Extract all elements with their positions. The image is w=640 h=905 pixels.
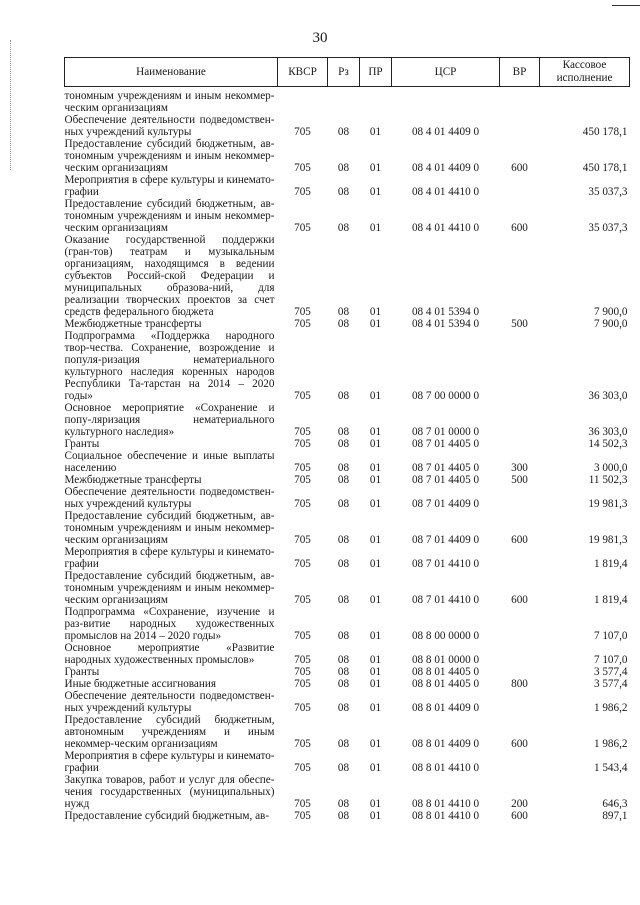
table-row xyxy=(65,198,630,234)
cell-pr: 01 xyxy=(369,702,382,714)
cell-name: Гранты xyxy=(64,438,100,450)
cell-amount: 450 178,1 xyxy=(582,126,628,138)
cell-csr: 08 7 01 4405 0 xyxy=(411,462,480,474)
cell-vr: 600 xyxy=(511,162,528,174)
cell-vr xyxy=(500,750,540,774)
cell-vr xyxy=(500,402,540,438)
cell-vr: 600 xyxy=(511,810,528,822)
cell-rz: 08 xyxy=(337,702,350,714)
cell-rz: 08 xyxy=(337,462,350,474)
cell-rz xyxy=(328,87,360,115)
cell-vr: 800 xyxy=(511,678,528,690)
cell-rz: 08 xyxy=(337,558,350,570)
cell-csr: 08 8 00 0000 0 xyxy=(411,630,480,642)
cell-kvsr: 705 xyxy=(294,474,311,486)
cell-vr xyxy=(500,606,540,642)
cell-name: Предоставление субсидий бюджетным, ав-тономным учреждениям и иным некоммер-ческим организациям xyxy=(64,198,275,234)
cell-pr: 01 xyxy=(369,438,382,450)
cell-name: Основное мероприятие «Развитие народных художественных промыслов» xyxy=(64,642,275,666)
cell-kvsr: 705 xyxy=(294,738,311,750)
cell-pr: 01 xyxy=(369,426,382,438)
cell-kvsr: 705 xyxy=(294,558,311,570)
cell-kvsr: 705 xyxy=(294,534,311,546)
cell-kvsr: 705 xyxy=(294,666,311,678)
cell-pr: 01 xyxy=(369,222,382,234)
cell-csr: 08 8 01 4409 0 xyxy=(411,702,480,714)
table-row xyxy=(65,114,630,138)
cell-csr: 08 4 01 4409 0 xyxy=(411,162,480,174)
header-amount: Кассовое исполнение xyxy=(540,58,630,87)
cell-kvsr: 705 xyxy=(294,306,311,318)
cell-amount: 3 000,0 xyxy=(593,462,628,474)
cell-pr: 01 xyxy=(369,306,382,318)
table-row xyxy=(65,87,630,115)
table-row xyxy=(65,666,630,678)
cell-amount: 7 900,0 xyxy=(593,318,628,330)
table-row xyxy=(65,774,630,810)
table-row xyxy=(65,318,630,330)
cell-kvsr: 705 xyxy=(294,678,311,690)
cell-amount: 1 986,2 xyxy=(593,702,628,714)
cell-pr: 01 xyxy=(369,738,382,750)
budget-execution-table xyxy=(64,57,630,822)
table-row xyxy=(65,330,630,402)
table-row xyxy=(65,438,630,450)
cell-rz: 08 xyxy=(337,666,350,678)
cell-name: Обеспечение деятельности подведомствен-ных учреждений культуры xyxy=(64,486,275,510)
cell-vr xyxy=(500,486,540,510)
cell-rz: 08 xyxy=(337,738,350,750)
cell-kvsr: 705 xyxy=(294,810,311,822)
cell-name: Предоставление субсидий бюджетным, ав-тономным учреждениям и иным некоммер-ческим организациям xyxy=(64,138,275,174)
header-csr: ЦСР xyxy=(392,58,500,87)
table-row xyxy=(65,810,630,822)
cell-vr xyxy=(500,690,540,714)
cell-kvsr xyxy=(278,87,328,115)
cell-csr: 08 8 01 4410 0 xyxy=(411,762,480,774)
cell-csr: 08 4 01 4409 0 xyxy=(411,126,480,138)
cell-pr: 01 xyxy=(369,798,382,810)
cell-kvsr: 705 xyxy=(294,426,311,438)
table-row xyxy=(65,486,630,510)
cell-name: Межбюджетные трансферты xyxy=(64,474,202,486)
cell-kvsr: 705 xyxy=(294,390,311,402)
cell-vr xyxy=(500,546,540,570)
cell-rz: 08 xyxy=(337,438,350,450)
cell-rz: 08 xyxy=(337,762,350,774)
cell-rz: 08 xyxy=(337,222,350,234)
cell-rz: 08 xyxy=(337,126,350,138)
cell-kvsr: 705 xyxy=(294,498,311,510)
cell-amount: 7 107,0 xyxy=(593,654,628,666)
cell-csr: 08 4 01 4410 0 xyxy=(411,222,480,234)
cell-vr xyxy=(500,114,540,138)
cell-csr: 08 8 01 0000 0 xyxy=(411,654,480,666)
cell-vr xyxy=(500,330,540,402)
cell-vr: 600 xyxy=(511,594,528,606)
cell-rz: 08 xyxy=(337,654,350,666)
cell-csr: 08 7 01 4405 0 xyxy=(411,474,480,486)
table-row xyxy=(65,750,630,774)
table-row xyxy=(65,678,630,690)
cell-csr: 08 8 01 4405 0 xyxy=(411,666,480,678)
cell-rz: 08 xyxy=(337,810,350,822)
cell-rz: 08 xyxy=(337,306,350,318)
table-body xyxy=(65,87,630,823)
cell-pr: 01 xyxy=(369,318,382,330)
cell-amount: 3 577,4 xyxy=(593,678,628,690)
cell-pr: 01 xyxy=(369,810,382,822)
cell-pr: 01 xyxy=(369,654,382,666)
cell-vr: 300 xyxy=(511,462,528,474)
table-row xyxy=(65,642,630,666)
header-vr: ВР xyxy=(500,58,540,87)
cell-kvsr: 705 xyxy=(294,462,311,474)
cell-name: Обеспечение деятельности подведомствен-ных учреждений культуры xyxy=(64,114,275,138)
cell-pr: 01 xyxy=(369,666,382,678)
cell-rz: 08 xyxy=(337,186,350,198)
cell-amount: 897,1 xyxy=(602,810,628,822)
page-number: 30 xyxy=(312,30,328,46)
cell-kvsr: 705 xyxy=(294,126,311,138)
header-name: Наименование xyxy=(65,58,278,87)
cell-csr: 08 7 01 4410 0 xyxy=(411,594,480,606)
cell-name: Предоставление субсидий бюджетным, ав-тономным учреждениям и иным некоммер-ческим организациям xyxy=(64,510,275,546)
cell-amount: 1 819,4 xyxy=(593,594,628,606)
cell-amount: 450 178,1 xyxy=(582,162,628,174)
cell-rz: 08 xyxy=(337,630,350,642)
cell-kvsr: 705 xyxy=(294,654,311,666)
cell-csr: 08 8 01 4410 0 xyxy=(411,798,480,810)
cell-vr: 500 xyxy=(511,318,528,330)
cell-vr xyxy=(500,87,540,115)
cell-vr xyxy=(500,174,540,198)
cell-vr: 600 xyxy=(511,738,528,750)
cell-amount: 36 303,0 xyxy=(588,426,628,438)
cell-csr: 08 4 01 5394 0 xyxy=(411,306,480,318)
cell-pr: 01 xyxy=(369,162,382,174)
cell-name: Подпрограмма «Сохранение, изучение и раз-витие народных художественных промыслов на 2014 – 2020 годы» xyxy=(64,606,275,642)
cell-amount: 646,3 xyxy=(602,798,628,810)
cell-pr: 01 xyxy=(369,678,382,690)
cell-rz: 08 xyxy=(337,318,350,330)
cell-vr: 200 xyxy=(511,798,528,810)
cell-kvsr: 705 xyxy=(294,318,311,330)
cell-amount xyxy=(540,87,630,115)
header-rz: Рз xyxy=(328,58,360,87)
cell-pr: 01 xyxy=(369,126,382,138)
cell-pr xyxy=(360,87,392,115)
cell-pr: 01 xyxy=(369,462,382,474)
cell-amount: 3 577,4 xyxy=(593,666,628,678)
cell-rz: 08 xyxy=(337,390,350,402)
cell-kvsr: 705 xyxy=(294,702,311,714)
cell-kvsr: 705 xyxy=(294,186,311,198)
table-row xyxy=(65,174,630,198)
cell-name: Предоставление субсидий бюджетным, ав- xyxy=(64,810,270,822)
table-row xyxy=(65,450,630,474)
cell-amount: 36 303,0 xyxy=(588,390,628,402)
table-row xyxy=(65,402,630,438)
cell-rz: 08 xyxy=(337,162,350,174)
cell-amount: 35 037,3 xyxy=(588,186,628,198)
cell-pr: 01 xyxy=(369,186,382,198)
cell-vr xyxy=(500,666,540,678)
corner-scan-mark xyxy=(612,5,640,6)
cell-csr: 08 8 01 4409 0 xyxy=(411,738,480,750)
table-row xyxy=(65,546,630,570)
cell-kvsr: 705 xyxy=(294,762,311,774)
cell-csr: 08 8 01 4405 0 xyxy=(411,678,480,690)
cell-pr: 01 xyxy=(369,390,382,402)
table-header xyxy=(65,58,630,87)
cell-amount: 35 037,3 xyxy=(588,222,628,234)
cell-name: Мероприятия в сфере культуры и кинемато-графии xyxy=(64,750,275,774)
cell-kvsr: 705 xyxy=(294,222,311,234)
table-row xyxy=(65,714,630,750)
cell-amount: 19 981,3 xyxy=(588,498,628,510)
margin-dotted-line xyxy=(10,40,11,170)
cell-name: Гранты xyxy=(64,666,100,678)
cell-vr: 500 xyxy=(511,474,528,486)
table-row xyxy=(65,234,630,318)
cell-kvsr: 705 xyxy=(294,438,311,450)
table-row xyxy=(65,690,630,714)
cell-name: Оказание государственной поддержки (гран-тов) театрам и музыкальным организациям, находящимся в ведении субъектов Россий-ской Федерации и муниципальных образова-ний, для реализации творческих проектов за счет средств федерального бюджета xyxy=(64,234,275,318)
table-row xyxy=(65,570,630,606)
cell-name: Иные бюджетные ассигнования xyxy=(64,678,216,690)
cell-name: Межбюджетные трансферты xyxy=(64,318,202,330)
cell-amount: 14 502,3 xyxy=(588,438,628,450)
cell-csr: 08 7 01 4409 0 xyxy=(411,498,480,510)
cell-amount: 7 107,0 xyxy=(593,630,628,642)
cell-csr: 08 7 01 4405 0 xyxy=(411,438,480,450)
cell-csr: 08 7 01 4410 0 xyxy=(411,558,480,570)
cell-pr: 01 xyxy=(369,474,382,486)
cell-amount: 11 502,3 xyxy=(588,474,628,486)
table-row xyxy=(65,510,630,546)
cell-rz: 08 xyxy=(337,498,350,510)
header-kvsr: КВСР xyxy=(278,58,328,87)
cell-name: Предоставление субсидий бюджетным, автономным учреждениям и иным некоммер-ческим организациям xyxy=(64,714,275,750)
cell-vr xyxy=(500,234,540,318)
cell-csr: 08 7 01 4409 0 xyxy=(411,534,480,546)
cell-name: Социальное обеспечение и иные выплаты населению xyxy=(64,450,275,474)
cell-vr: 600 xyxy=(511,222,528,234)
cell-rz: 08 xyxy=(337,426,350,438)
cell-vr xyxy=(500,642,540,666)
cell-rz: 08 xyxy=(337,534,350,546)
cell-pr: 01 xyxy=(369,762,382,774)
cell-pr: 01 xyxy=(369,630,382,642)
cell-name: Мероприятия в сфере культуры и кинемато-графии xyxy=(64,174,275,198)
cell-name: Основное мероприятие «Сохранение и попу-ляризация нематериального культурного наследия» xyxy=(64,402,275,438)
cell-vr: 600 xyxy=(511,534,528,546)
cell-amount: 19 981,3 xyxy=(588,534,628,546)
cell-csr: 08 7 00 0000 0 xyxy=(411,390,480,402)
cell-rz: 08 xyxy=(337,474,350,486)
cell-pr: 01 xyxy=(369,534,382,546)
cell-csr: 08 4 01 4410 0 xyxy=(411,186,480,198)
cell-csr: 08 8 01 4410 0 xyxy=(411,810,480,822)
cell-amount: 1 543,4 xyxy=(593,762,628,774)
cell-pr: 01 xyxy=(369,498,382,510)
cell-kvsr: 705 xyxy=(294,798,311,810)
cell-kvsr: 705 xyxy=(294,630,311,642)
table-row xyxy=(65,138,630,174)
cell-csr: 08 7 01 0000 0 xyxy=(411,426,480,438)
cell-name: тономным учреждениям и иным некоммер-ческим организациям xyxy=(64,90,275,114)
cell-name: Закупка товаров, работ и услуг для обеспе-чения государственных (муниципальных) нужд xyxy=(64,774,275,810)
cell-csr: 08 4 01 5394 0 xyxy=(411,318,480,330)
cell-name: Предоставление субсидий бюджетным, ав-тономным учреждениям и иным некоммер-ческим организациям xyxy=(64,570,275,606)
cell-name: Обеспечение деятельности подведомствен-ных учреждений культуры xyxy=(64,690,275,714)
cell-amount: 1 819,4 xyxy=(593,558,628,570)
cell-name: Подпрограмма «Поддержка народного твор-чества. Сохранение, возрождение и популя-ризация нематериального культурного наследия коренных народов Республики Та-тарстан на 2014 – 2020 годы» xyxy=(64,330,275,402)
cell-rz: 08 xyxy=(337,594,350,606)
cell-pr: 01 xyxy=(369,558,382,570)
cell-kvsr: 705 xyxy=(294,162,311,174)
table-row xyxy=(65,606,630,642)
header-pr: ПР xyxy=(360,58,392,87)
cell-rz: 08 xyxy=(337,678,350,690)
cell-pr: 01 xyxy=(369,594,382,606)
cell-name: Мероприятия в сфере культуры и кинемато-графии xyxy=(64,546,275,570)
cell-amount: 7 900,0 xyxy=(593,306,628,318)
cell-csr xyxy=(392,87,500,115)
cell-kvsr: 705 xyxy=(294,594,311,606)
cell-amount: 1 986,2 xyxy=(593,738,628,750)
table-row xyxy=(65,474,630,486)
cell-vr xyxy=(500,438,540,450)
cell-rz: 08 xyxy=(337,798,350,810)
